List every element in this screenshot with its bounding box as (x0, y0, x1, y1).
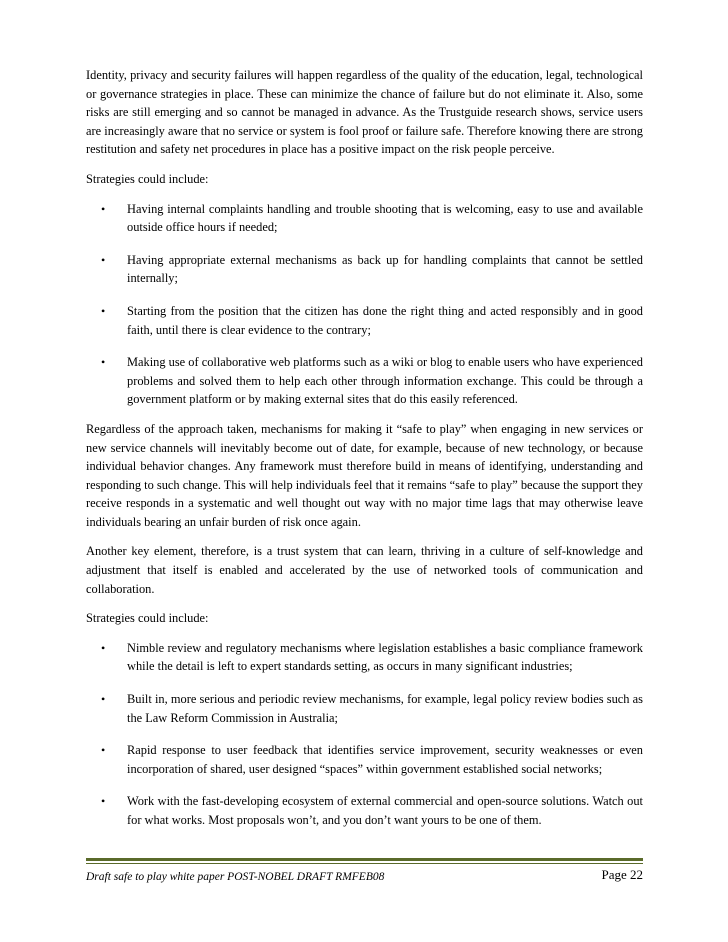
bullet-icon: • (101, 640, 106, 655)
bullet-icon: • (101, 355, 106, 370)
bullet-icon: • (101, 794, 106, 809)
paragraph-safe-to-play: Regardless of the approach taken, mechanisms for making it “safe to play” when engaging in new services or new service channels will inevitably become out of date, for example, because of new technology, or because individual behavior changes. Any framework must therefore build in means of identifying, understanding and responding to such change. This will help individuals feel that it remains “safe to play” because the support they receive responds in a systematic and well thought out way with no major time lags that may otherwise leave individuals bearing an unfair burden of risk once again. (86, 421, 643, 529)
strategy-list-1 (86, 200, 643, 409)
list-item (86, 639, 643, 676)
list-item (86, 353, 643, 409)
list-item-text: Having appropriate external mechanisms as back up for handling complaints that cannot be settled internally; (127, 252, 643, 286)
strategies-heading-2: Strategies could include: (86, 611, 209, 626)
list-item-text: Rapid response to user feedback that identifies service improvement, security weaknesses or even incorporation of shared, user designed “spaces” within government established social networks; (127, 743, 643, 776)
paragraph-trust-system: Another key element, therefore, is a trust system that can learn, thriving in a culture of self-knowledge and adjustment that itself is enabled and accelerated by the use of networked tools of communication and collaboration. (86, 544, 643, 596)
document-page (86, 66, 643, 841)
list-item (86, 302, 643, 339)
list-item (86, 792, 643, 829)
strategy-list-2 (86, 639, 643, 830)
paragraph-failures: Identity, privacy and security failures will happen regardless of the quality of the education, legal, technological or governance strategies in place. These can minimize the chance of failure but do not eliminate it. Also, some risks are still emerging and so cannot be managed in advance. As the Trustguide research shows, service users are increasingly aware that no service or system is fool proof or failure safe. Therefore knowing there are strong restitution and safety net procedures in place has a positive impact on the risk people perceive. (86, 68, 643, 157)
bullet-icon: • (101, 201, 106, 216)
bullet-icon: • (101, 252, 106, 267)
list-item (86, 251, 643, 288)
footer-document-title: Draft safe to play white paper POST-NOBEL DRAFT RMFEB08 (86, 871, 385, 883)
strategies-heading-1: Strategies could include: (86, 171, 209, 186)
page-number: Page 22 (601, 867, 643, 882)
list-item-text: Work with the fast-developing ecosystem of external commercial and open-source solutions. Watch out for what works. Most proposals won’t, and you don’t want yours to be one of them. (127, 794, 643, 827)
footer-divider-thin (86, 863, 643, 864)
list-item-text: Starting from the position that the citizen has done the right thing and acted responsibly and in good faith, until there is clear evidence to the contrary; (127, 303, 643, 337)
bullet-icon: • (101, 743, 106, 758)
bullet-icon: • (101, 692, 106, 707)
list-item-text: Having internal complaints handling and trouble shooting that is welcoming, easy to use and available outside office hours if needed; (127, 201, 643, 235)
list-item-text: Built in, more serious and periodic review mechanisms, for example, legal policy review bodies such as the Law Reform Commission in Australia; (127, 692, 643, 725)
bullet-icon: • (101, 303, 106, 318)
footer-divider (86, 858, 643, 861)
list-item-text: Nimble review and regulatory mechanisms where legislation establishes a basic compliance framework while the detail is left to expert standards setting, as occurs in many significant industries; (127, 640, 643, 674)
list-item-text: Making use of collaborative web platforms such as a wiki or blog to enable users who have experienced problems and solved them to help each other through information exchange. This could be through a government platform or by making external sites that do this easily referenced. (127, 355, 643, 407)
list-item (86, 200, 643, 237)
list-item (86, 690, 643, 727)
list-item (86, 741, 643, 778)
